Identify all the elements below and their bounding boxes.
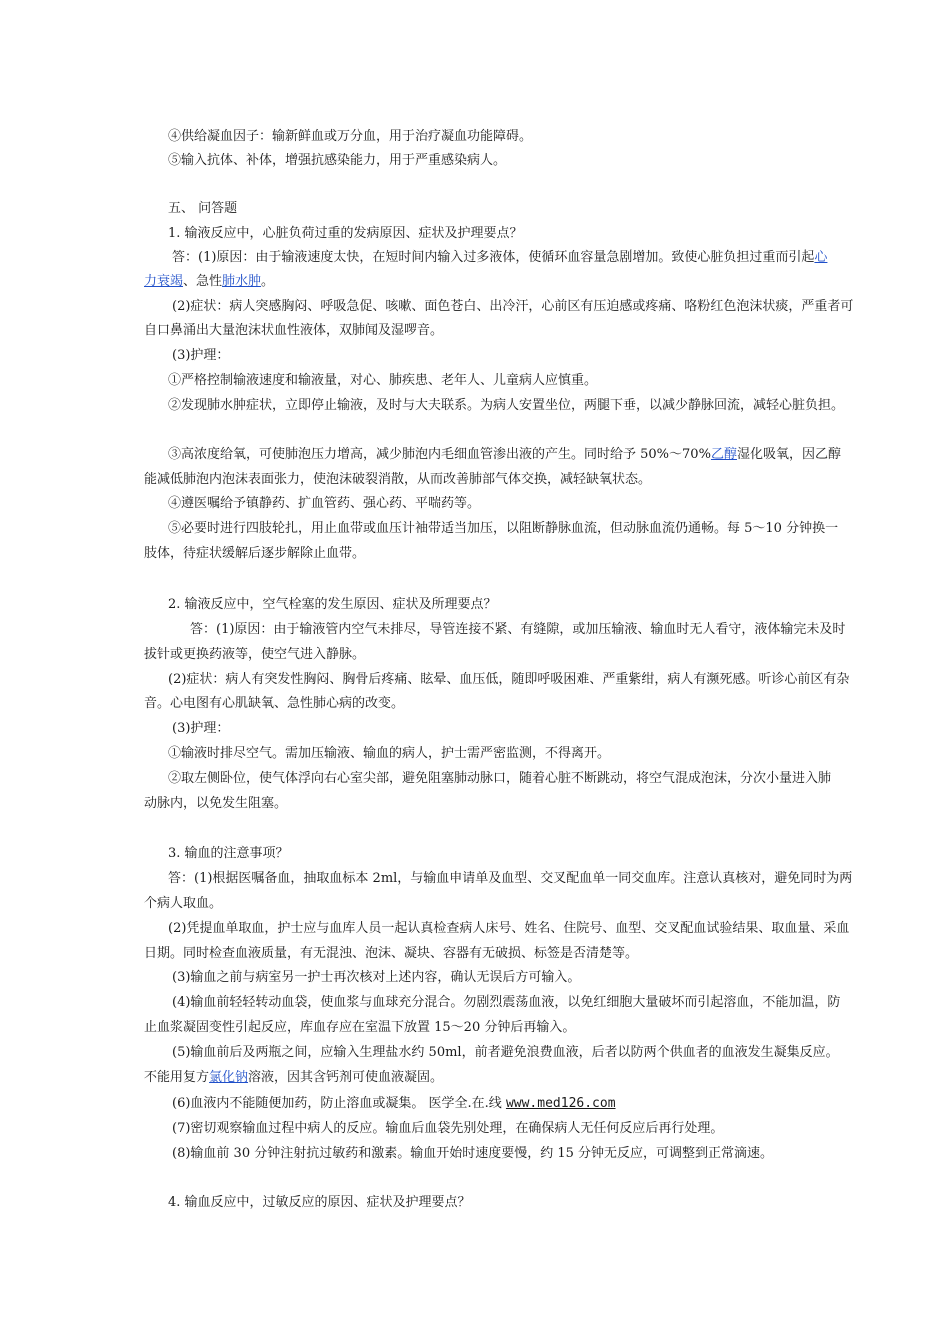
link-sodium-chloride[interactable]: 氯化钠 [209, 1070, 249, 1085]
answer-line [172, 1095, 807, 1113]
nursing-point: 动脉内，以免发生阻塞。 [144, 796, 288, 811]
nursing-point: 肢体，待症状缓解后逐步解除止血带。 [144, 546, 366, 561]
answer-line: (3)护理： [172, 348, 230, 363]
nursing-point: 能减低肺泡内泡沫表面张力，使泡沫破裂消散，从而改善肺部气体交换，减轻缺氧状态。 [144, 472, 652, 487]
link-ethanol[interactable]: 乙醇 [710, 447, 737, 462]
paragraph-line: ⑤输入抗体、补体，增强抗感染能力，用于严重感染病人。 [168, 153, 507, 168]
answer-text: 溶液，因其含钙剂可使血液凝固。 [248, 1070, 444, 1085]
answer-text: (6)血液内不能随便加药，防止溶血或凝集。 医学全.在.线 [172, 1096, 506, 1111]
answer-text: 。 [261, 274, 275, 289]
answer-line: 答：(1)原因：由于输液管内空气未排尽，导管连接不紧、有缝隙，或加压输液、输血时无人看守，液体输完未及时 [190, 622, 846, 637]
question-3: 3. 输血的注意事项？ [168, 846, 289, 861]
link-heart-failure[interactable]: 心 [814, 250, 828, 265]
answer-line: (8)输血前 30 分钟注射抗过敏药和激素。输血开始时速度要慢，约 15 分钟无反应，可调整到正常滴速。 [172, 1146, 774, 1161]
answer-line: 自口鼻涌出大量泡沫状血性液体，双肺闻及湿啰音。 [144, 323, 444, 338]
answer-text: 、急性 [183, 274, 223, 289]
question-2: 2. 输液反应中，空气栓塞的发生原因、症状及所理要点？ [168, 597, 497, 612]
nursing-point [168, 446, 841, 464]
answer-line: (7)密切观察输血过程中病人的反应。输血后血袋先别处理，在确保病人无任何反应后再行处理。 [172, 1121, 724, 1136]
nursing-point: ②取左侧卧位，使气体浮向右心室尖部，避免阻塞肺动脉口，随着心脏不断跳动，将空气混成泡沫，分次小量进入肺 [168, 771, 832, 786]
answer-text: 答：(1)原因：由于输液速度太快，在短时间内输入过多液体，使循环血容量急剧增加。致使心脏负担过重而引起 [172, 250, 815, 265]
answer-line: 答：(1)根据医嘱备血，抽取血标本 2ml，与输血申请单及血型、交叉配血单一同交血库。注意认真核对，避免同时为两 [168, 871, 853, 886]
question-4: 4. 输血反应中，过敏反应的原因、症状及护理要点？ [168, 1195, 471, 1210]
answer-line: (2)凭提血单取血，护士应与血库人员一起认真检查病人床号、姓名、住院号、血型、交叉配血试验结果、取血量、采血 [168, 921, 850, 936]
answer-line: 止血浆凝固变性引起反应，库血存应在室温下放置 15～20 分钟后再输入。 [144, 1020, 576, 1035]
link-pulmonary-edema[interactable]: 肺水肿 [222, 274, 262, 289]
nursing-point: ①严格控制输液速度和输液量，对心、肺疾患、老年人、儿童病人应慎重。 [168, 373, 598, 388]
link-heart-failure[interactable]: 力衰竭 [144, 274, 184, 289]
nursing-point: ⑤必要时进行四肢轮扎，用止血带或血压计袖带适当加压，以阻断静脉血流，但动脉血流仍通畅。每 5～10 分钟换一 [168, 521, 839, 536]
nursing-point: ②发现肺水肿症状，立即停止输液，及时与大夫联系。为病人安置坐位，两腿下垂，以减少静脉回流，减轻心脏负担。 [168, 398, 845, 413]
answer-line [172, 249, 828, 267]
answer-text: 不能用复方 [144, 1070, 210, 1085]
answer-line: 音。心电图有心肌缺氧、急性肺心病的改变。 [144, 696, 405, 711]
answer-line [144, 273, 807, 291]
site-url[interactable]: www.med126.com [505, 1096, 616, 1111]
answer-line [144, 1069, 807, 1087]
answer-line: 个病人取血。 [144, 896, 223, 911]
section-heading: 五、 问答题 [168, 201, 238, 216]
answer-line: (2)症状：病人有突发性胸闷、胸骨后疼痛、眩晕、血压低，随即呼吸困难、严重紫绀，病人有濒死感。听诊心前区有杂 [168, 672, 850, 687]
answer-line: (2)症状：病人突感胸闷、呼吸急促、咳嗽、面色苍白、出冷汗，心前区有压迫感或疼痛、咯粉红色泡沫状痰，严重者可 [172, 299, 854, 314]
paragraph-line: ④供给凝血因子：输新鲜血或万分血，用于治疗凝血功能障碍。 [168, 129, 533, 144]
answer-line: 日期。同时检查血液质量，有无混浊、泡沫、凝块、容器有无破损、标签是否清楚等。 [144, 946, 639, 961]
answer-line: (4)输血前轻轻转动血袋，使血浆与血球充分混合。勿剧烈震荡血液，以免红细胞大量破坏而引起溶血，不能加温，防 [172, 995, 841, 1010]
nursing-point: ④遵医嘱给予镇静药、扩血管药、强心药、平喘药等。 [168, 496, 481, 511]
answer-line: (3)护理： [172, 721, 230, 736]
answer-line: (5)输血前后及两瓶之间，应输入生理盐水约 50ml，前者避免浪费血液，后者以防两个供血者的血液发生凝集反应。 [172, 1045, 839, 1060]
answer-line: (3)输血之前与病室另一护士再次核对上述内容，确认无误后方可输入。 [172, 970, 581, 985]
question-1: 1. 输液反应中，心脏负荷过重的发病原因、症状及护理要点？ [168, 226, 523, 241]
answer-text: 湿化吸氧，因乙醇 [736, 447, 841, 462]
answer-text: ③高浓度给氧，可使肺泡压力增高，减少肺泡内毛细血管渗出液的产生。同时给予 50%～70% [168, 447, 711, 462]
nursing-point: ①输液时排尽空气。需加压输液、输血的病人，护士需严密监测，不得离开。 [168, 746, 611, 761]
answer-line: 拔针或更换药液等，使空气进入静脉。 [144, 647, 366, 662]
